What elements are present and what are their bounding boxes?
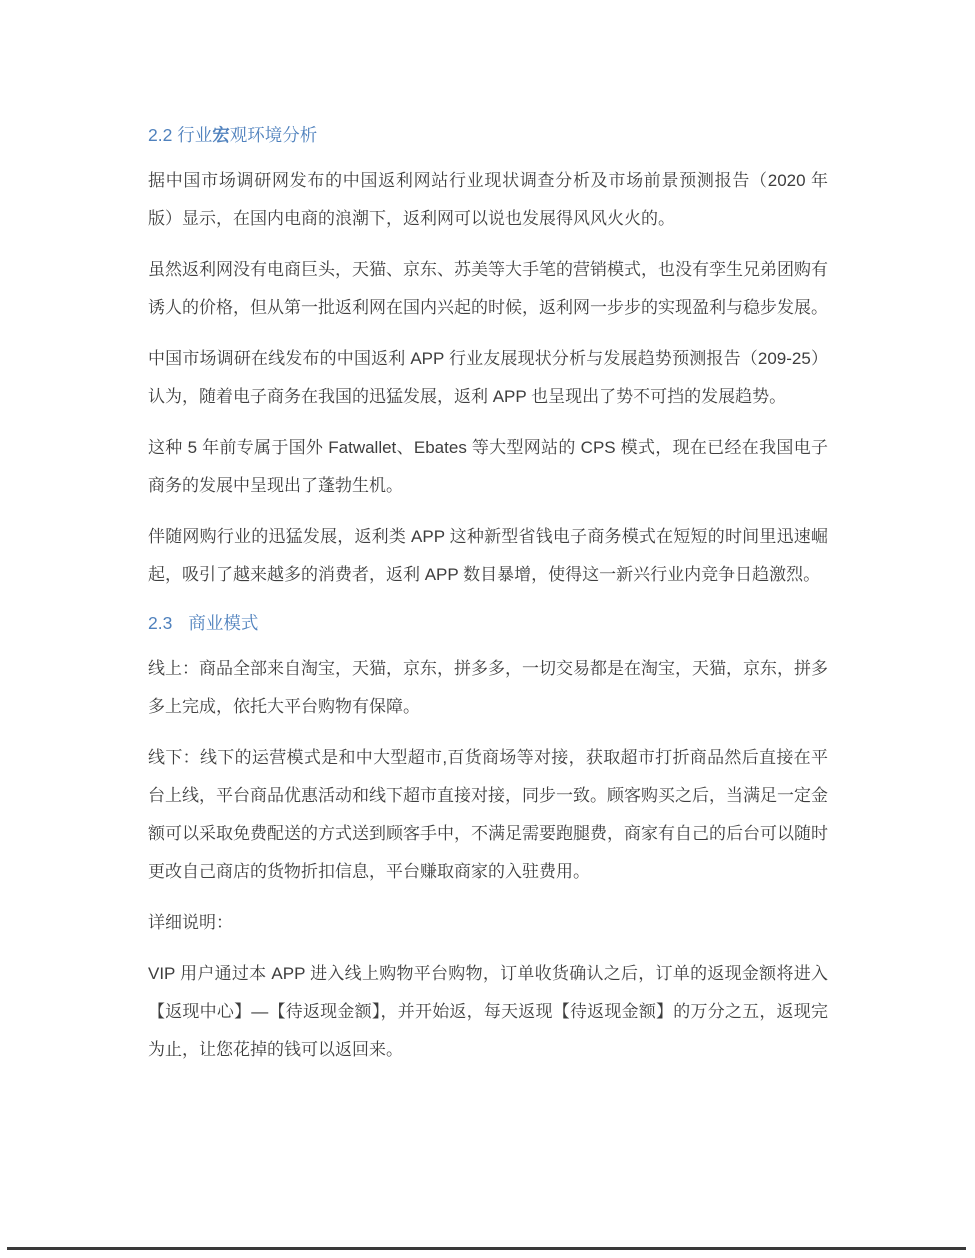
page-bottom-border <box>7 1247 966 1250</box>
heading-text-bold: 宏 <box>212 125 230 145</box>
paragraph-cps-model: 这种 5 年前专属于国外 Fatwallet、Ebates 等大型网站的 CPS 模式，现在已经在我国电子商务的发展中呈现出了蓬勃生机。 <box>148 438 828 495</box>
paragraph-app-trend-report: 中国市场调研在线发布的中国返利 APP 行业友展现状分析与发展趋势预测报告（209-25）认为，随着电子商务在我国的迅猛发展，返利 APP 也呈现出了势不可挡的发展趋势。 <box>148 349 828 406</box>
heading-text-post: 观环境分析 <box>229 125 318 145</box>
heading-text-pre: 2.2 行业 <box>148 125 213 145</box>
paragraph-offline-mode: 线下：线下的运营模式是和中大型超市,百货商场等对接，获取超市打折商品然后直接在平台上线，平台商品优惠活动和线下超市直接对接，同步一致。顾客购买之后，当满足一定金额可以采取免费配送的方式送到顾客手中，不满足需要跑腿费，商家有自己的后台可以随时更改自己商店的货物折扣信息，平台赚取商家的入驻费用。 <box>148 748 828 881</box>
paragraph-online-mode: 线上：商品全部来自淘宝，天猫，京东，拼多多，一切交易都是在淘宝，天猫，京东，拼多多上完成，依托大平台购物有保障。 <box>148 659 828 716</box>
paragraph-no-giants: 虽然返利网没有电商巨头，天猫、京东、苏美等大手笔的营销模式，也没有孪生兄弟团购有诱人的价格，但从第一批返利网在国内兴起的时候，返利网一步步的实现盈利与稳步发展。 <box>148 260 828 317</box>
paragraph-competition: 伴随网购行业的迅猛发展，返利类 APP 这种新型省钱电子商务模式在短短的时间里迅速崛起，吸引了越来越多的消费者，返利 APP 数目暴增，使得这一新兴行业内竞争日趋激烈。 <box>148 527 828 584</box>
section-heading-2-2 <box>148 122 828 148</box>
section-heading-2-3 <box>148 610 828 636</box>
paragraph-detail-label: 详细说明： <box>148 913 233 932</box>
paragraph-vip-cashback: VIP 用户通过本 APP 进入线上购物平台购物，订单收货确认之后，订单的返现金额将进入【返现中心】—【待返现金额】，并开始返，每天返现【待返现金额】的万分之五，返现完为止，让您花掉的钱可以返回来。 <box>148 964 828 1059</box>
heading-title: 商业模式 <box>188 613 259 633</box>
paragraph-market-report: 据中国市场调研网发布的中国返利网站行业现状调查分析及市场前景预测报告（2020 年版）显示，在国内电商的浪潮下，返利网可以说也发展得风风火火的。 <box>148 171 828 228</box>
heading-number: 2.3 <box>148 613 173 633</box>
document-page <box>148 122 828 1082</box>
